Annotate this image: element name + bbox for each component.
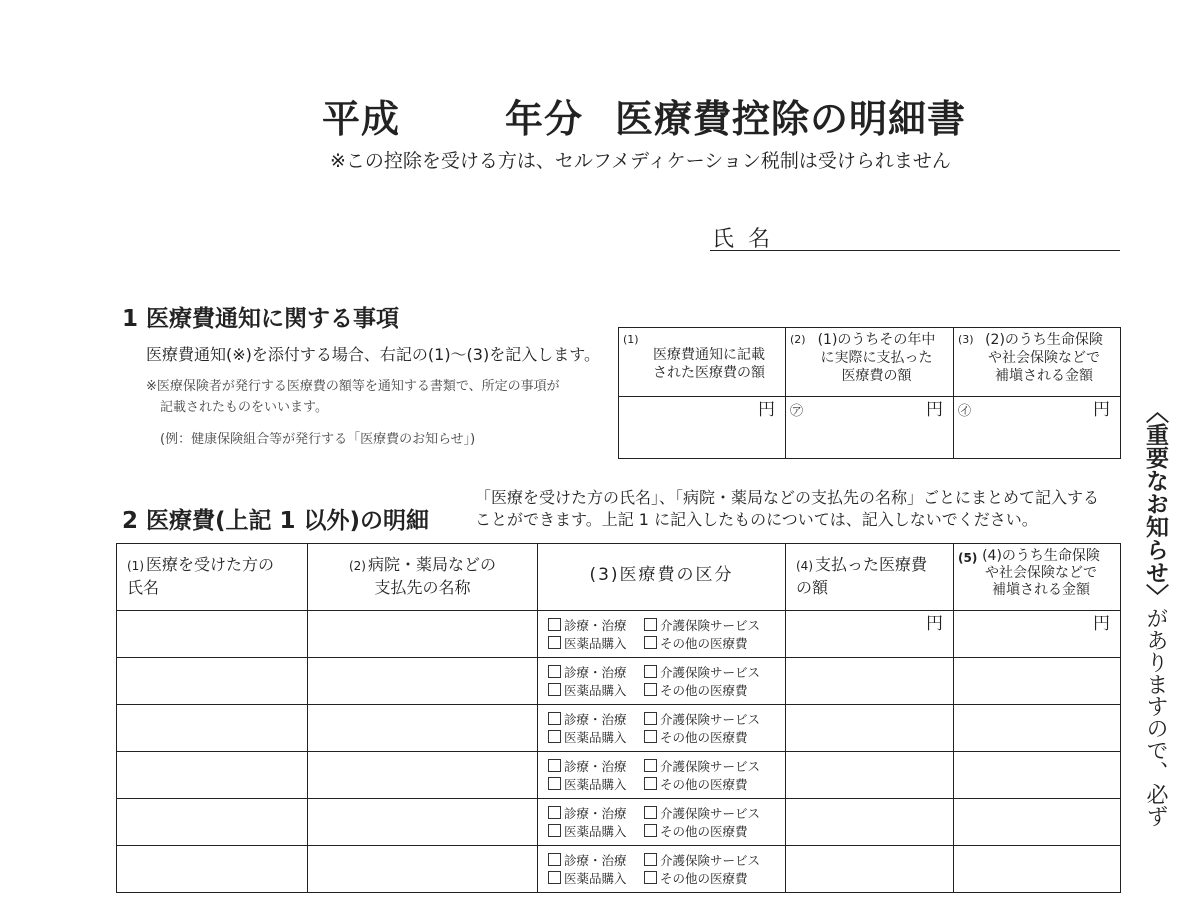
payee-name-cell[interactable] bbox=[308, 705, 538, 752]
patient-name-cell[interactable] bbox=[117, 799, 308, 846]
category-checkbox[interactable] bbox=[644, 853, 657, 866]
table-row bbox=[117, 752, 1121, 799]
section1-note-line2: 記載されたものをいいます。 bbox=[160, 400, 328, 415]
medical-expense-table bbox=[116, 543, 1121, 893]
table-row bbox=[117, 658, 1121, 705]
section1-note-line1: ※医療保険者が発行する医療費の額等を通知する書類で、所定の事項が bbox=[146, 379, 560, 394]
col-patient-name-header: (1) 医療を受けた方の 氏名 bbox=[117, 544, 308, 611]
col-paid-amount-header: (4) 支払った医療費 の額 bbox=[786, 544, 954, 611]
category-checkbox[interactable] bbox=[548, 806, 561, 819]
category-checkbox[interactable] bbox=[644, 824, 657, 837]
col-reimbursed-header: (5) (4)のうち生命保険 や社会保険などで 補塡される金額 bbox=[954, 544, 1121, 611]
category-label: 医薬品購入 bbox=[564, 777, 627, 792]
reimbursed-cell[interactable] bbox=[954, 611, 1121, 658]
section1-heading: 1 医療費通知に関する事項 bbox=[122, 306, 400, 332]
section2-note-line2: ことができます。上記 1 に記入したものについては、記入しないでください。 bbox=[475, 510, 1038, 529]
category-label: 医薬品購入 bbox=[564, 824, 627, 839]
category-cell bbox=[538, 705, 786, 752]
paid-amount-cell[interactable] bbox=[786, 846, 954, 893]
paid-amount-cell[interactable] bbox=[786, 752, 954, 799]
category-label: 診療・治療 bbox=[564, 759, 627, 774]
category-label: その他の医療費 bbox=[660, 777, 748, 792]
reimbursed-cell[interactable] bbox=[954, 752, 1121, 799]
category-checkbox[interactable] bbox=[548, 618, 561, 631]
category-label: 診療・治療 bbox=[564, 853, 627, 868]
col-category-header: (3)医療費の区分 bbox=[538, 544, 786, 611]
category-label: 介護保険サービス bbox=[660, 853, 761, 868]
payee-name-cell[interactable] bbox=[308, 658, 538, 705]
payee-name-cell[interactable] bbox=[308, 611, 538, 658]
category-checkbox[interactable] bbox=[548, 871, 561, 884]
category-label: その他の医療費 bbox=[660, 824, 748, 839]
paid-amount-cell[interactable] bbox=[786, 799, 954, 846]
reimbursed-amount-field[interactable]: ㋑ 円 bbox=[954, 397, 1121, 459]
section1-description: 医療費通知(※)を添付する場合、右記の(1)〜(3)を記入します。 bbox=[146, 345, 600, 364]
payee-name-cell[interactable] bbox=[308, 846, 538, 893]
category-label: 介護保険サービス bbox=[660, 712, 761, 727]
category-checkbox[interactable] bbox=[548, 759, 561, 772]
title-year-label: 年分 bbox=[505, 97, 584, 141]
section2-note bbox=[475, 487, 1099, 531]
table-row bbox=[117, 846, 1121, 893]
category-label: 医薬品購入 bbox=[564, 683, 627, 698]
category-checkbox[interactable] bbox=[548, 777, 561, 790]
category-label: 診療・治療 bbox=[564, 665, 627, 680]
title-era: 平成 bbox=[322, 97, 401, 141]
important-notice-vertical bbox=[1135, 400, 1175, 827]
category-checkbox[interactable] bbox=[644, 636, 657, 649]
category-cell bbox=[538, 658, 786, 705]
section2-heading: 2 医療費(上記 1 以外)の明細 bbox=[122, 508, 430, 534]
category-checkbox[interactable] bbox=[644, 806, 657, 819]
category-label: 介護保険サービス bbox=[660, 665, 761, 680]
category-cell bbox=[538, 611, 786, 658]
notice-col1-header: (1) 医療費通知に記載 された医療費の額 bbox=[619, 328, 786, 397]
paid-amount-cell[interactable] bbox=[786, 611, 954, 658]
title-doc-name: 医療費控除の明細書 bbox=[615, 97, 967, 141]
section1-note bbox=[146, 376, 560, 418]
reimbursed-cell[interactable] bbox=[954, 846, 1121, 893]
category-cell bbox=[538, 846, 786, 893]
category-cell bbox=[538, 752, 786, 799]
category-label: 介護保険サービス bbox=[660, 759, 761, 774]
category-checkbox[interactable] bbox=[548, 853, 561, 866]
category-checkbox[interactable] bbox=[644, 759, 657, 772]
category-checkbox[interactable] bbox=[548, 712, 561, 725]
table-row bbox=[117, 611, 1121, 658]
category-label: 診療・治療 bbox=[564, 806, 627, 821]
patient-name-cell[interactable] bbox=[117, 846, 308, 893]
reimbursed-cell[interactable] bbox=[954, 799, 1121, 846]
reimbursed-cell[interactable] bbox=[954, 658, 1121, 705]
important-notice-rest: がありますので、必ず bbox=[1143, 607, 1168, 827]
category-label: 介護保険サービス bbox=[660, 618, 761, 633]
category-checkbox[interactable] bbox=[548, 636, 561, 649]
payee-name-cell[interactable] bbox=[308, 799, 538, 846]
category-checkbox[interactable] bbox=[548, 730, 561, 743]
paid-amount-cell[interactable] bbox=[786, 658, 954, 705]
category-checkbox[interactable] bbox=[644, 712, 657, 725]
paid-amount-field[interactable]: ㋐ 円 bbox=[786, 397, 954, 459]
patient-name-cell[interactable] bbox=[117, 705, 308, 752]
notice-amount-field[interactable]: 円 bbox=[619, 397, 786, 459]
paid-amount-cell[interactable] bbox=[786, 705, 954, 752]
yen-unit: 円 bbox=[1093, 614, 1110, 634]
medical-notice-table bbox=[618, 327, 1121, 459]
category-checkbox[interactable] bbox=[548, 683, 561, 696]
category-checkbox[interactable] bbox=[644, 871, 657, 884]
patient-name-cell[interactable] bbox=[117, 658, 308, 705]
category-label: その他の医療費 bbox=[660, 683, 748, 698]
category-cell bbox=[538, 799, 786, 846]
category-checkbox[interactable] bbox=[644, 730, 657, 743]
important-notice-bold: 〈重要なお知らせ〉 bbox=[1142, 400, 1168, 607]
section2-note-line1: 「医療を受けた方の氏名」、「病院・薬局などの支払先の名称」ごとにまとめて記入する bbox=[475, 488, 1100, 507]
category-label: 診療・治療 bbox=[564, 618, 627, 633]
category-checkbox[interactable] bbox=[644, 683, 657, 696]
col-payee-header: (2) 病院・薬局などの 支払先の名称 bbox=[308, 544, 538, 611]
category-checkbox[interactable] bbox=[644, 618, 657, 631]
table-row bbox=[117, 705, 1121, 752]
category-label: 医薬品購入 bbox=[564, 730, 627, 745]
notice-col3-header: (3) (2)のうち生命保険 や社会保険などで 補塡される金額 bbox=[954, 328, 1121, 397]
category-label: その他の医療費 bbox=[660, 871, 748, 886]
section1-example: (例：健康保険組合等が発行する「医療費のお知らせ」) bbox=[160, 432, 476, 447]
category-label: 診療・治療 bbox=[564, 712, 627, 727]
payee-name-cell[interactable] bbox=[308, 752, 538, 799]
category-label: その他の医療費 bbox=[660, 730, 748, 745]
category-label: 医薬品購入 bbox=[564, 871, 627, 886]
notice-col2-header: (2) (1)のうちその年中 に実際に支払った 医療費の額 bbox=[786, 328, 954, 397]
category-label: その他の医療費 bbox=[660, 636, 748, 651]
category-checkbox[interactable] bbox=[548, 824, 561, 837]
subtitle-note: ※この控除を受ける方は、セルフメディケーション税制は受けられません bbox=[330, 150, 951, 172]
patient-name-cell[interactable] bbox=[117, 752, 308, 799]
name-label: 氏名 bbox=[712, 227, 785, 252]
document-title bbox=[322, 88, 966, 143]
category-checkbox[interactable] bbox=[548, 665, 561, 678]
category-checkbox[interactable] bbox=[644, 665, 657, 678]
category-checkbox[interactable] bbox=[644, 777, 657, 790]
category-label: 医薬品購入 bbox=[564, 636, 627, 651]
category-label: 介護保険サービス bbox=[660, 806, 761, 821]
name-input-line[interactable] bbox=[710, 250, 1120, 251]
patient-name-cell[interactable] bbox=[117, 611, 308, 658]
yen-unit: 円 bbox=[926, 614, 943, 634]
table-row bbox=[117, 799, 1121, 846]
reimbursed-cell[interactable] bbox=[954, 705, 1121, 752]
